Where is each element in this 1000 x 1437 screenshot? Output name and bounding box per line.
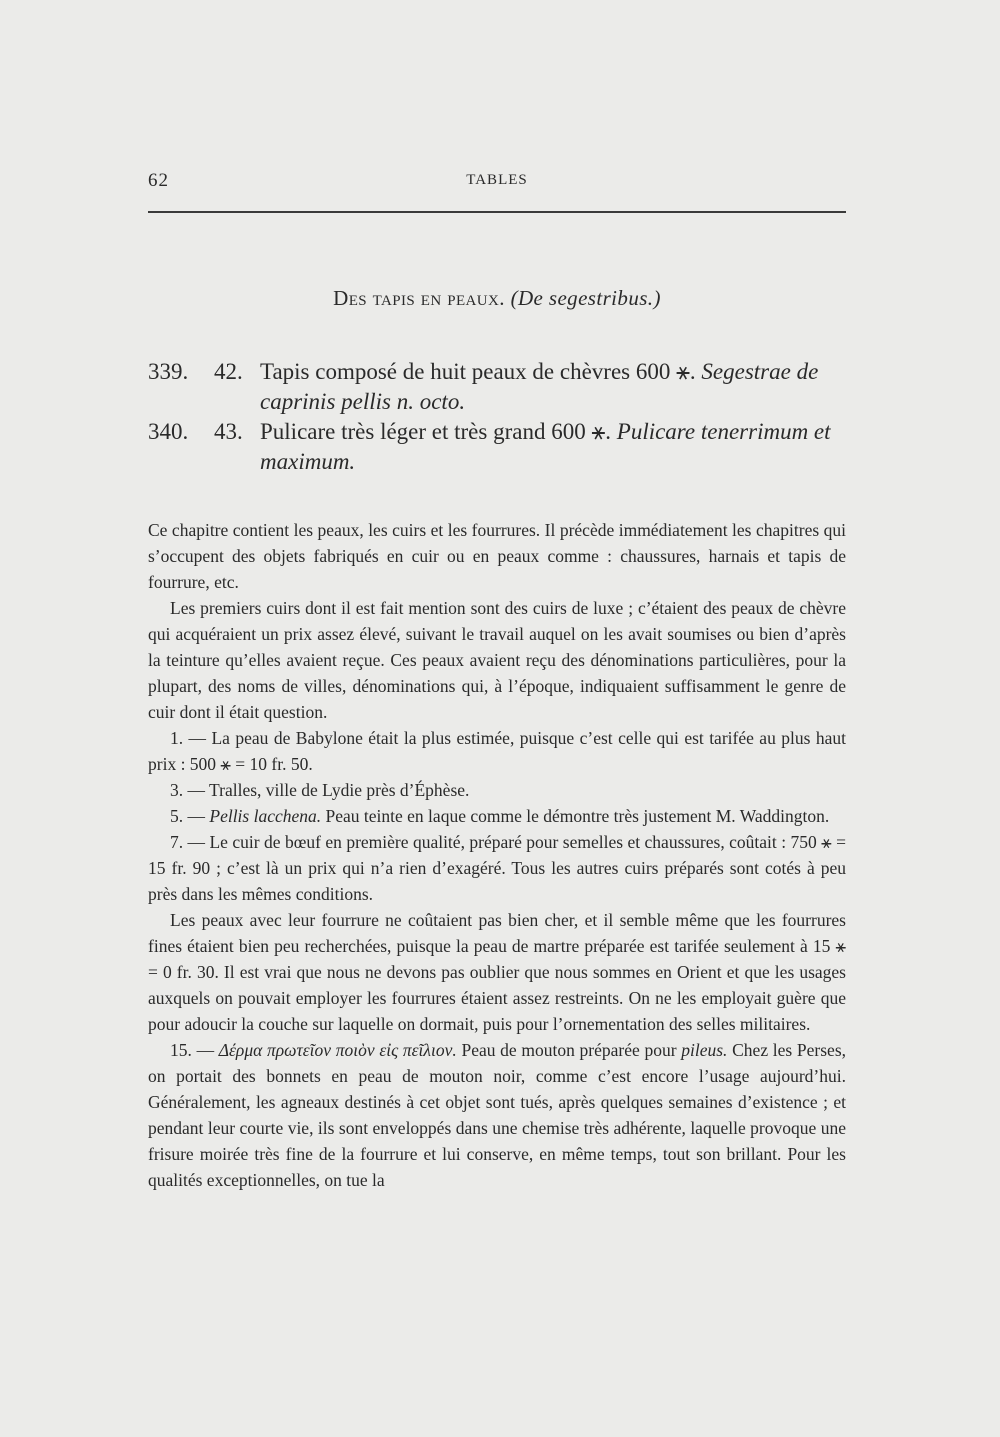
paragraph: Ce chapitre contient les peaux, les cuirs et les fourrures. Il précède immédiatement les chapitres qui s’occupent des objets fabriqués en cuir ou en peaux comme : chaussures, harnais et tapis de fourrure, etc. xyxy=(148,520,846,592)
entry-description: Pulicare très léger et très grand 600 ⚹. xyxy=(260,419,612,444)
entry-340 xyxy=(148,417,846,477)
section-title-latin: (De segestribus.) xyxy=(510,286,661,310)
paragraph: 1. — La peau de Babylone était la plus estimée, puisque c’est celle qui est tarifée au plus haut prix : 500 ⚹ = 10 fr. 50. xyxy=(148,728,846,774)
entry-index: 42. xyxy=(214,359,243,384)
running-title: TABLES xyxy=(466,172,528,188)
latin-term: Pellis lacchena. xyxy=(209,806,322,826)
paragraph-text: Peau teinte en laque comme le démontre très justement M. Waddington. xyxy=(321,806,830,826)
entry-index: 43. xyxy=(214,419,243,444)
header-rule xyxy=(148,211,846,213)
paragraph: Les premiers cuirs dont il est fait mention sont des cuirs de luxe ; c’étaient des peaux de chèvre qui acquéraient un prix assez élevé, suivant le travail auquel on les avait soumises ou bien d’après la teinture qu’elles avaient reçue. Ces peaux avaient reçu des dénominations particulières, pour la plupart, des noms de villes, dénominations qui, à l’époque, indiquaient suffisamment le genre de cuir dont il était question. xyxy=(148,598,846,722)
entry-number: 340. xyxy=(148,419,189,444)
paragraph xyxy=(148,1037,846,1193)
paragraph-number: 5. — xyxy=(170,806,210,826)
section-title-text: Des tapis en peaux. xyxy=(333,286,505,310)
entry-description: Tapis composé de huit peaux de chèvres 600 ⚹. xyxy=(260,359,696,384)
section-title xyxy=(148,286,846,311)
greek-term: Δέρμα πρωτεῖον ποιὸν εἰς πεῖλιον. xyxy=(218,1040,457,1060)
entry-list xyxy=(148,357,846,477)
paragraph xyxy=(148,803,846,829)
page-number: 62 xyxy=(148,170,169,191)
commentary xyxy=(148,517,846,1193)
entry-latin: Segestrae de caprinis pellis n. octo. xyxy=(260,359,819,414)
entry-339 xyxy=(148,357,846,417)
paragraph-text: Peau de mouton préparée pour xyxy=(456,1040,682,1060)
entry-latin: Pulicare tenerrimum et maximum. xyxy=(260,419,831,474)
page-header xyxy=(148,170,846,200)
paragraph-number: 15. — xyxy=(170,1040,219,1060)
entry-number: 339. xyxy=(148,359,189,384)
entry-text xyxy=(260,357,846,417)
paragraph: 3. — Tralles, ville de Lydie près d’Éphèse. xyxy=(170,780,470,800)
entry-text xyxy=(260,417,846,477)
latin-term: pileus. xyxy=(681,1040,728,1060)
paragraph: Les peaux avec leur fourrure ne coûtaient pas bien cher, et il semble même que les fourrures fines étaient bien peu recherchées, puisque la peau de martre préparée est tarifée seulement à 15 ⚹ = 0 fr. 30. Il est vrai que nous ne devons pas oublier que nous sommes en Orient et que les usages auxquels on pouvait employer les fourrures étaient assez restreints. On ne les employait guère que pour adoucir la couche sur laquelle on dormait, puis pour l’ornementation des selles militaires. xyxy=(148,910,846,1034)
paragraph-text: Chez les Perses, on portait des bonnets en peau de mouton noir, comme c’est encore l’usage aujourd’hui. Généralement, les agneaux destinés à cet objet sont tués, après quelques semaines d’existence ; et pendant leur courte vie, ils sont enveloppés dans une chemise très adhérente, laquelle provoque une frisure moirée très fine de la fourrure et lui conserve, en même temps, tout son brillant. Pour les qualités exceptionnelles, on tue la xyxy=(148,1040,847,1190)
paragraph: 7. — Le cuir de bœuf en première qualité, préparé pour semelles et chaussures, coûtait : 750 ⚹ = 15 fr. 90 ; c’est là un prix qui n’a rien d’exagéré. Tous les autres cuirs préparés sont cotés à peu près dans les mêmes conditions. xyxy=(148,832,846,904)
